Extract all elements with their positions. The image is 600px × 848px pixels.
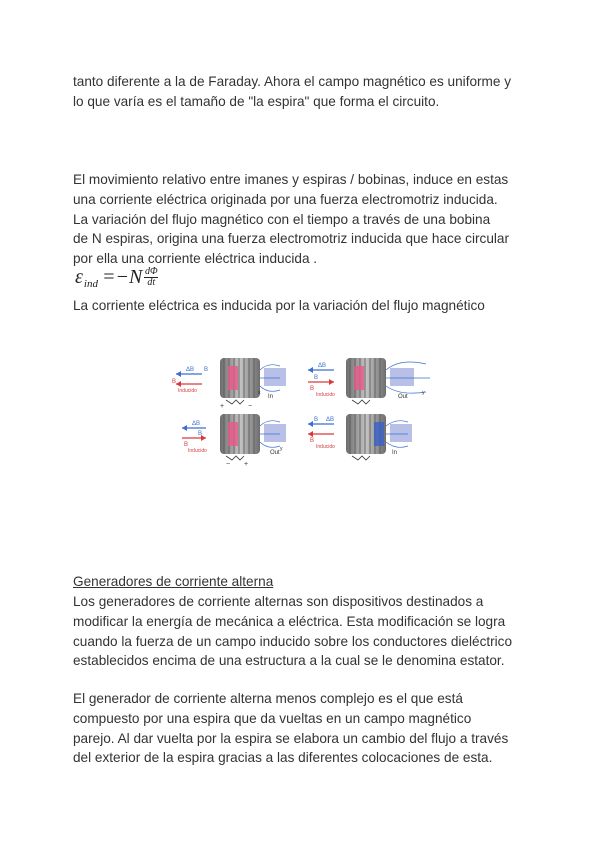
out-label: Out [270,450,280,456]
paragraph-induced-current [73,296,543,316]
induced-label: Inducido [316,392,335,398]
b-label: B [198,431,203,437]
x-label: x [258,390,261,396]
panel-bottom-right [308,414,412,460]
text-line: parejo. Al dar vuelta por la espira se elabora un cambio del flujo a través [73,730,509,746]
text-line: tanto diferente a la de Faraday. Ahora el campo magnético es uniforme y [73,74,512,89]
y-label: y [280,446,283,452]
in-label: In [392,450,398,456]
resistor [226,456,244,460]
delta-b-label: ΔB [186,367,195,373]
paragraph-intro [73,72,543,112]
delta-b-label: ΔB [192,421,201,427]
coefficient: N [128,266,143,288]
plus-label: + [244,461,249,468]
text-line: lo que varía es el tamaño de "la espira" que forma el circuito. [73,93,440,109]
heading-ac-generators: Generadores de corriente alterna [73,574,274,589]
text-line: El movimiento relativo entre imanes y espiras / bobinas, induce en estas [73,172,509,187]
text-line: El generador de corriente alterna menos complejo es el que está [73,691,463,706]
panel-bottom-left [182,414,286,468]
b-induced-label: B [184,442,189,448]
denominator: dt [147,277,156,288]
resistor [352,400,370,404]
magnet [264,424,286,442]
b-induced-label: B [172,379,177,385]
induction-diagram [168,352,440,468]
induced-label: Inducido [316,444,335,450]
faraday-formula [75,266,158,289]
text-line: La variación del flujo magnético con el tiempo a través de una bobina [73,211,491,227]
b-label: B [314,375,319,381]
induced-current-marker [354,366,364,390]
derivative-fraction [144,267,158,288]
text-line: de N espiras, origina una fuerza electromotriz inducida que hace circular [73,231,509,247]
text-line: modificar la energía de mecánica a eléctrica. Esta modificación se logra [73,613,506,629]
paragraph-relative-motion [73,170,543,269]
emf-symbol: ε [75,266,83,288]
induced-current-marker [374,422,384,446]
panel-top-left [172,358,286,410]
numerator: dΦ [144,266,158,277]
text-line: del exterior de la espira gracias a las diferentes colocaciones de esta. [73,750,493,766]
b-label: B [204,367,209,373]
delta-b-label: ΔB [318,363,327,369]
induced-label: Inducido [188,448,207,454]
resistor [352,456,370,460]
out-label: Out [398,394,408,400]
paragraph-simple-generator [73,689,543,768]
b-induced-label: B [310,438,315,444]
panel-top-right [308,358,430,404]
magnet [390,424,412,442]
resistor [226,400,244,404]
b-label: B [314,417,319,423]
minus-label: − [248,403,253,410]
text-line: cuando la fuerza de un campo inducido sobre los conductores dieléctrico [73,633,513,649]
equals-sign: =− [101,266,129,288]
magnet [264,368,286,386]
induced-label: Inducido [178,388,197,394]
paragraph-generators [73,592,543,671]
magnet [390,368,414,386]
text-line: una corriente eléctrica originada por una fuerza electromotriz inducida. [73,191,498,207]
text-line: La corriente eléctrica es inducida por la variación del flujo magnético [73,298,485,313]
in-label: In [268,394,274,400]
text-line: compuesto por una espira que da vueltas en un campo magnético [73,710,472,726]
y-label: y [422,390,425,396]
emf-subscript: ind [83,277,98,290]
plus-label: + [220,403,225,410]
b-induced-label: B [310,386,315,392]
induced-current-marker [228,422,238,446]
text-line: establecidos encima de una estructura a la cual se le denomina estator. [73,653,505,669]
section-heading [73,572,543,592]
text-line: Los generadores de corriente alternas son dispositivos destinados a [73,594,484,609]
delta-b-label: ΔB [326,417,335,423]
text-line: por ella una corriente eléctrica inducida . [73,251,318,267]
induced-current-marker [228,366,238,390]
minus-label: − [226,461,231,468]
